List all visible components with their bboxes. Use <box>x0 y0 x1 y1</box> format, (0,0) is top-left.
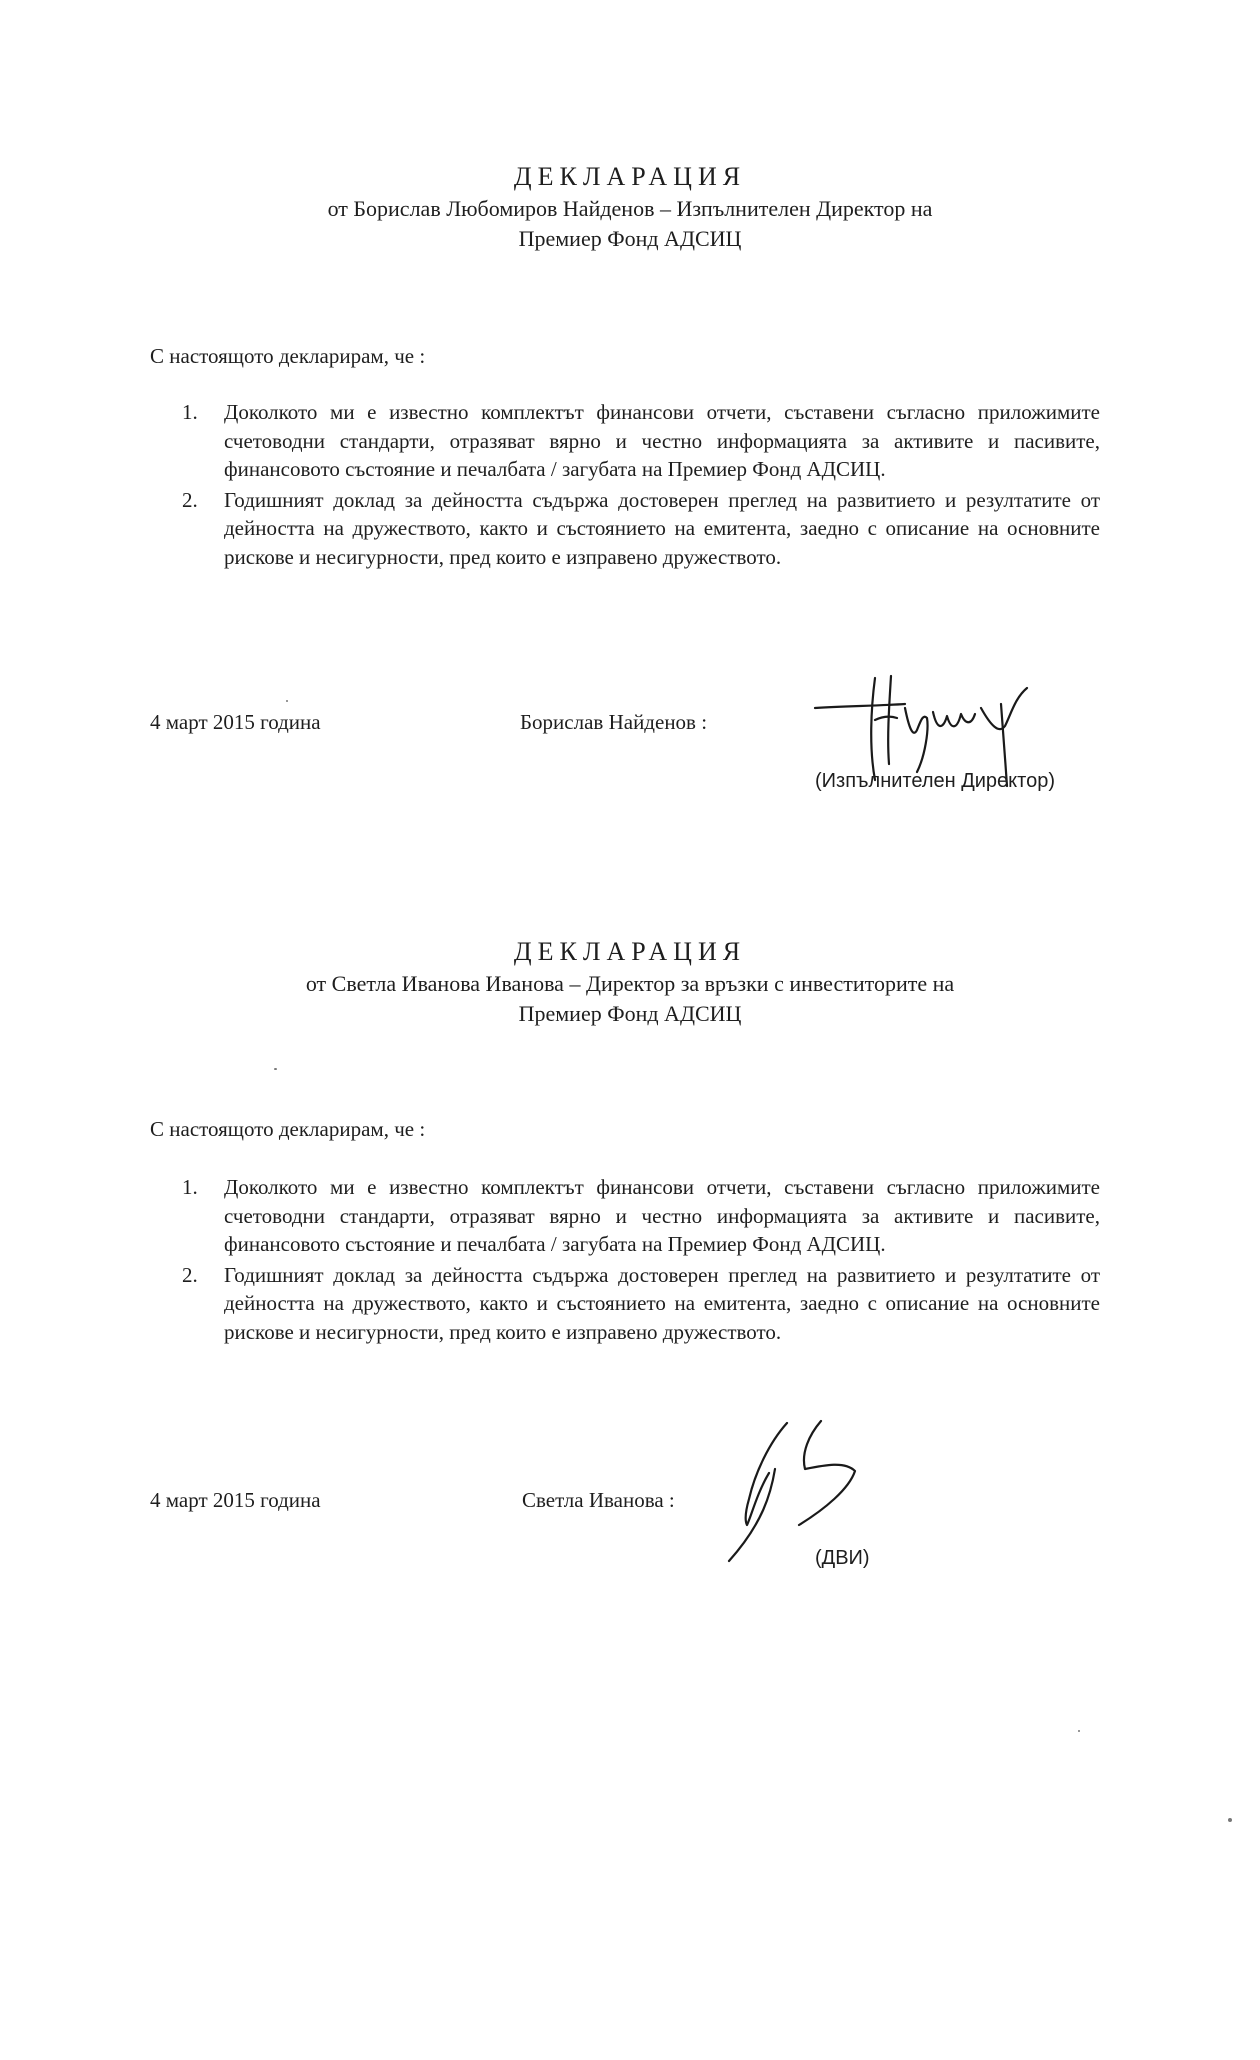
declaration-items <box>182 1173 1100 1348</box>
declaration-1 <box>0 160 1260 792</box>
declaration-title: ДЕКЛАРАЦИЯ <box>513 162 747 191</box>
declaration-date: 4 март 2015 година <box>150 1488 321 1512</box>
declaration-intro: С настоящото декларирам, че : <box>150 1117 426 1141</box>
declaration-title: ДЕКЛАРАЦИЯ <box>513 937 747 966</box>
signer-role: (Изпълнителен Директор) <box>815 770 1055 792</box>
item-number: 1. <box>182 400 198 424</box>
company-line: Премиер Фонд АДСИЦ <box>518 226 742 251</box>
signer-role: (ДВИ) <box>815 1547 870 1569</box>
declaration-item <box>182 486 1100 572</box>
signer-name: Светла Иванова : <box>522 1488 675 1512</box>
scan-speck <box>1078 1730 1080 1732</box>
declaration-intro: С настоящото декларирам, че : <box>150 344 426 368</box>
handwritten-signature <box>725 1413 895 1563</box>
item-number: 2. <box>182 1262 198 1287</box>
scan-speck <box>274 1068 277 1070</box>
item-text: Доколкото ми е известно комплектът финансови отчети, съставени съгласно приложимите счетоводни стандарти, отразяват вярно и честно информацията за активите и пасивите, финансовото състояние и печалбата / загубата на Премиер Фонд АДСИЦ. <box>224 400 1100 481</box>
item-text: Доколкото ми е известно комплектът финансови отчети, съставени съгласно приложимите счетоводни стандарти, отразяват вярно и честно информацията за активите и пасивите, финансовото състояние и печалбата / загубата на Премиер Фонд АДСИЦ. <box>224 1175 1100 1256</box>
item-text: Годишният доклад за дейността съдържа достоверен преглед на развитието и резултатите от дейността на дружеството, както и състоянието на емитента, заедно с описание на основните рискове и несигурности, пред които е изправено дружеството. <box>224 1262 1100 1344</box>
item-number: 1. <box>182 1175 198 1199</box>
declaration-date: 4 март 2015 година <box>150 710 321 734</box>
scan-speck <box>286 700 288 702</box>
declaration-items <box>182 398 1100 573</box>
item-number: 2. <box>182 487 198 512</box>
declarant-line: от Светла Иванова Иванова – Директор за връзки с инвеститорите на <box>305 971 955 996</box>
item-text: Годишният доклад за дейността съдържа достоверен преглед на развитието и резултатите от дейността на дружеството, както и състоянието на емитента, заедно с описание на основните рискове и несигурности, пред които е изправено дружеството. <box>224 487 1100 569</box>
scan-speck <box>1228 1818 1232 1822</box>
declaration-item <box>182 1173 1100 1259</box>
signer-name: Борислав Найденов : <box>520 710 708 734</box>
declaration-2 <box>0 935 1260 1569</box>
declarant-line: от Борислав Любомиров Найденов – Изпълнителен Директор на <box>327 196 933 221</box>
company-line: Премиер Фонд АДСИЦ <box>518 1001 742 1026</box>
declaration-item <box>182 398 1100 484</box>
declaration-item <box>182 1261 1100 1347</box>
